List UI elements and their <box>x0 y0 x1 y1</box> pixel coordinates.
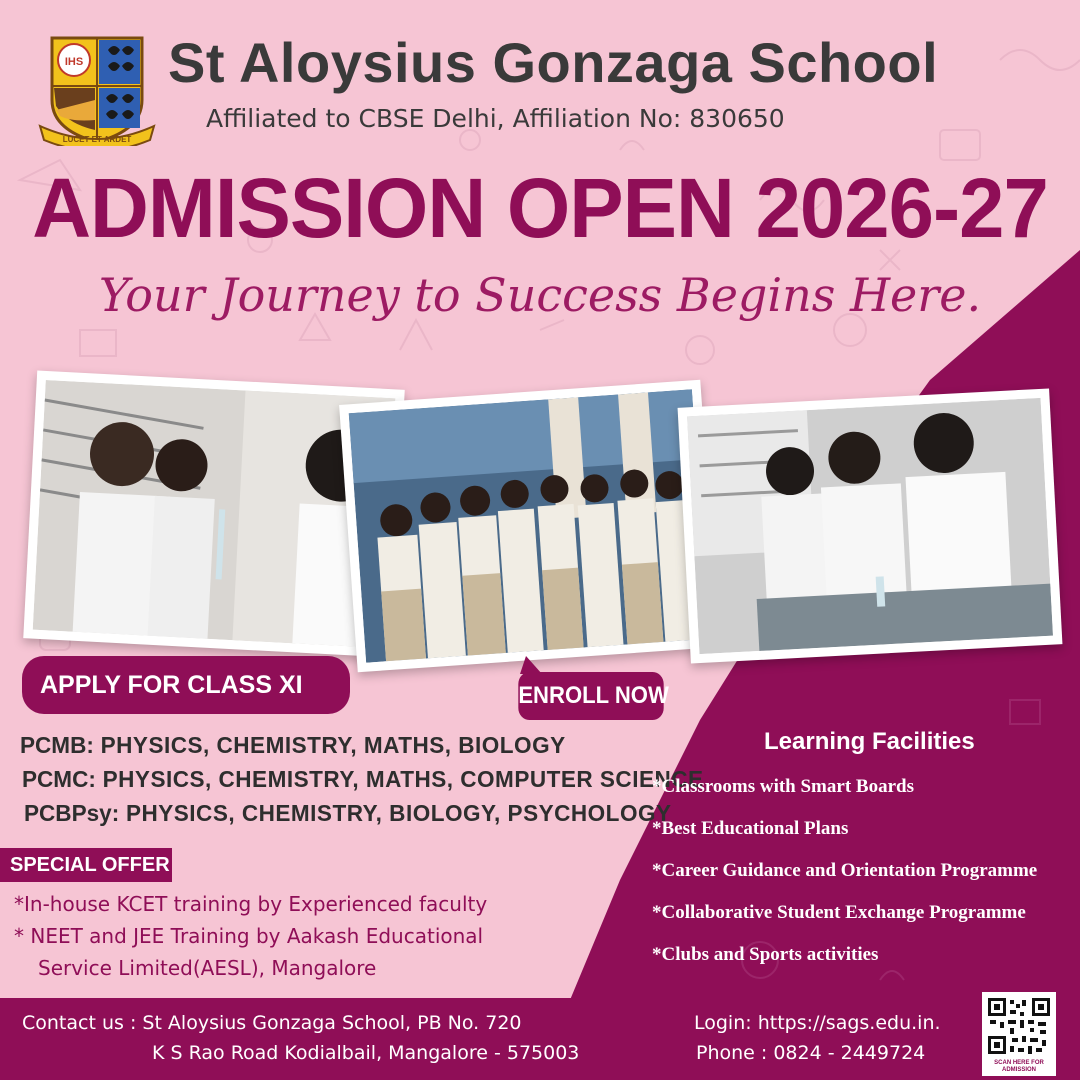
contact-line-1: Contact us : St Aloysius Gonzaga School, PB No. 720 <box>22 1012 522 1034</box>
offer-item-kcet: *In-house KCET training by Experienced faculty <box>14 892 488 916</box>
header <box>38 26 1038 146</box>
facilities-list <box>652 776 1072 986</box>
facility-item: *Clubs and Sports activities <box>652 944 879 965</box>
qr-code[interactable] <box>982 992 1056 1076</box>
facility-item: *Collaborative Student Exchange Programme <box>652 902 1026 923</box>
school-crest-icon <box>38 30 156 146</box>
offer-item-neet-jee: * NEET and JEE Training by Aakash Educational <box>14 924 484 948</box>
facility-item: *Career Guidance and Orientation Programme <box>652 860 1038 881</box>
crest-monogram: IHS <box>64 56 84 68</box>
photo-students-group <box>339 380 719 673</box>
login-link[interactable]: Login: https://sags.edu.in. <box>694 1012 941 1034</box>
stream-subjects: PHYSICS, CHEMISTRY, BIOLOGY, PSYCHOLOGY <box>119 800 672 826</box>
facility-item: *Best Educational Plans <box>652 818 849 839</box>
admission-headline: ADMISSION OPEN 2026-27 <box>32 161 1048 255</box>
phone-number: Phone : 0824 - 2449724 <box>696 1042 926 1064</box>
qr-code-icon <box>986 996 1052 1058</box>
qr-caption: SCAN HERE FOR ADMISSION <box>994 1060 1044 1073</box>
facility-item: *Classrooms with Smart Boards <box>652 776 914 797</box>
school-name: St Aloysius Gonzaga School <box>168 31 939 94</box>
stream-subjects: PHYSICS, CHEMISTRY, MATHS, BIOLOGY <box>93 732 566 758</box>
stream-pcmc <box>22 766 704 800</box>
stream-subjects: PHYSICS, CHEMISTRY, MATHS, COMPUTER SCIENCE <box>95 766 704 792</box>
crest-motto: LUCET ET ARDET <box>62 135 132 144</box>
apply-class-xi-label: APPLY FOR CLASS XI <box>22 656 350 714</box>
affiliation-text: Affiliated to CBSE Delhi, Affiliation No: 830650 <box>206 104 785 133</box>
stream-code: PCMC: <box>22 766 96 792</box>
special-offer-label: SPECIAL OFFER <box>0 848 172 882</box>
facilities-title: Learning Facilities <box>764 728 975 755</box>
tagline: Your Journey to Success Begins Here. <box>98 268 982 322</box>
contact-line-2: K S Rao Road Kodialbail, Mangalore - 575003 <box>152 1042 580 1064</box>
special-offer-list <box>14 888 614 984</box>
offer-item-neet-jee-cont: Service Limited(AESL), Mangalore <box>38 956 377 980</box>
enroll-now-button[interactable]: ENROLL NOW <box>518 672 663 720</box>
stream-code: PCMB: <box>20 732 94 758</box>
footer <box>0 998 1080 1080</box>
stream-pcmb <box>20 732 618 766</box>
stream-code: PCBPsy: <box>24 800 120 826</box>
stream-list <box>20 732 704 834</box>
stream-pcbpsy <box>24 800 672 834</box>
photo-lab-students-2 <box>678 388 1063 663</box>
